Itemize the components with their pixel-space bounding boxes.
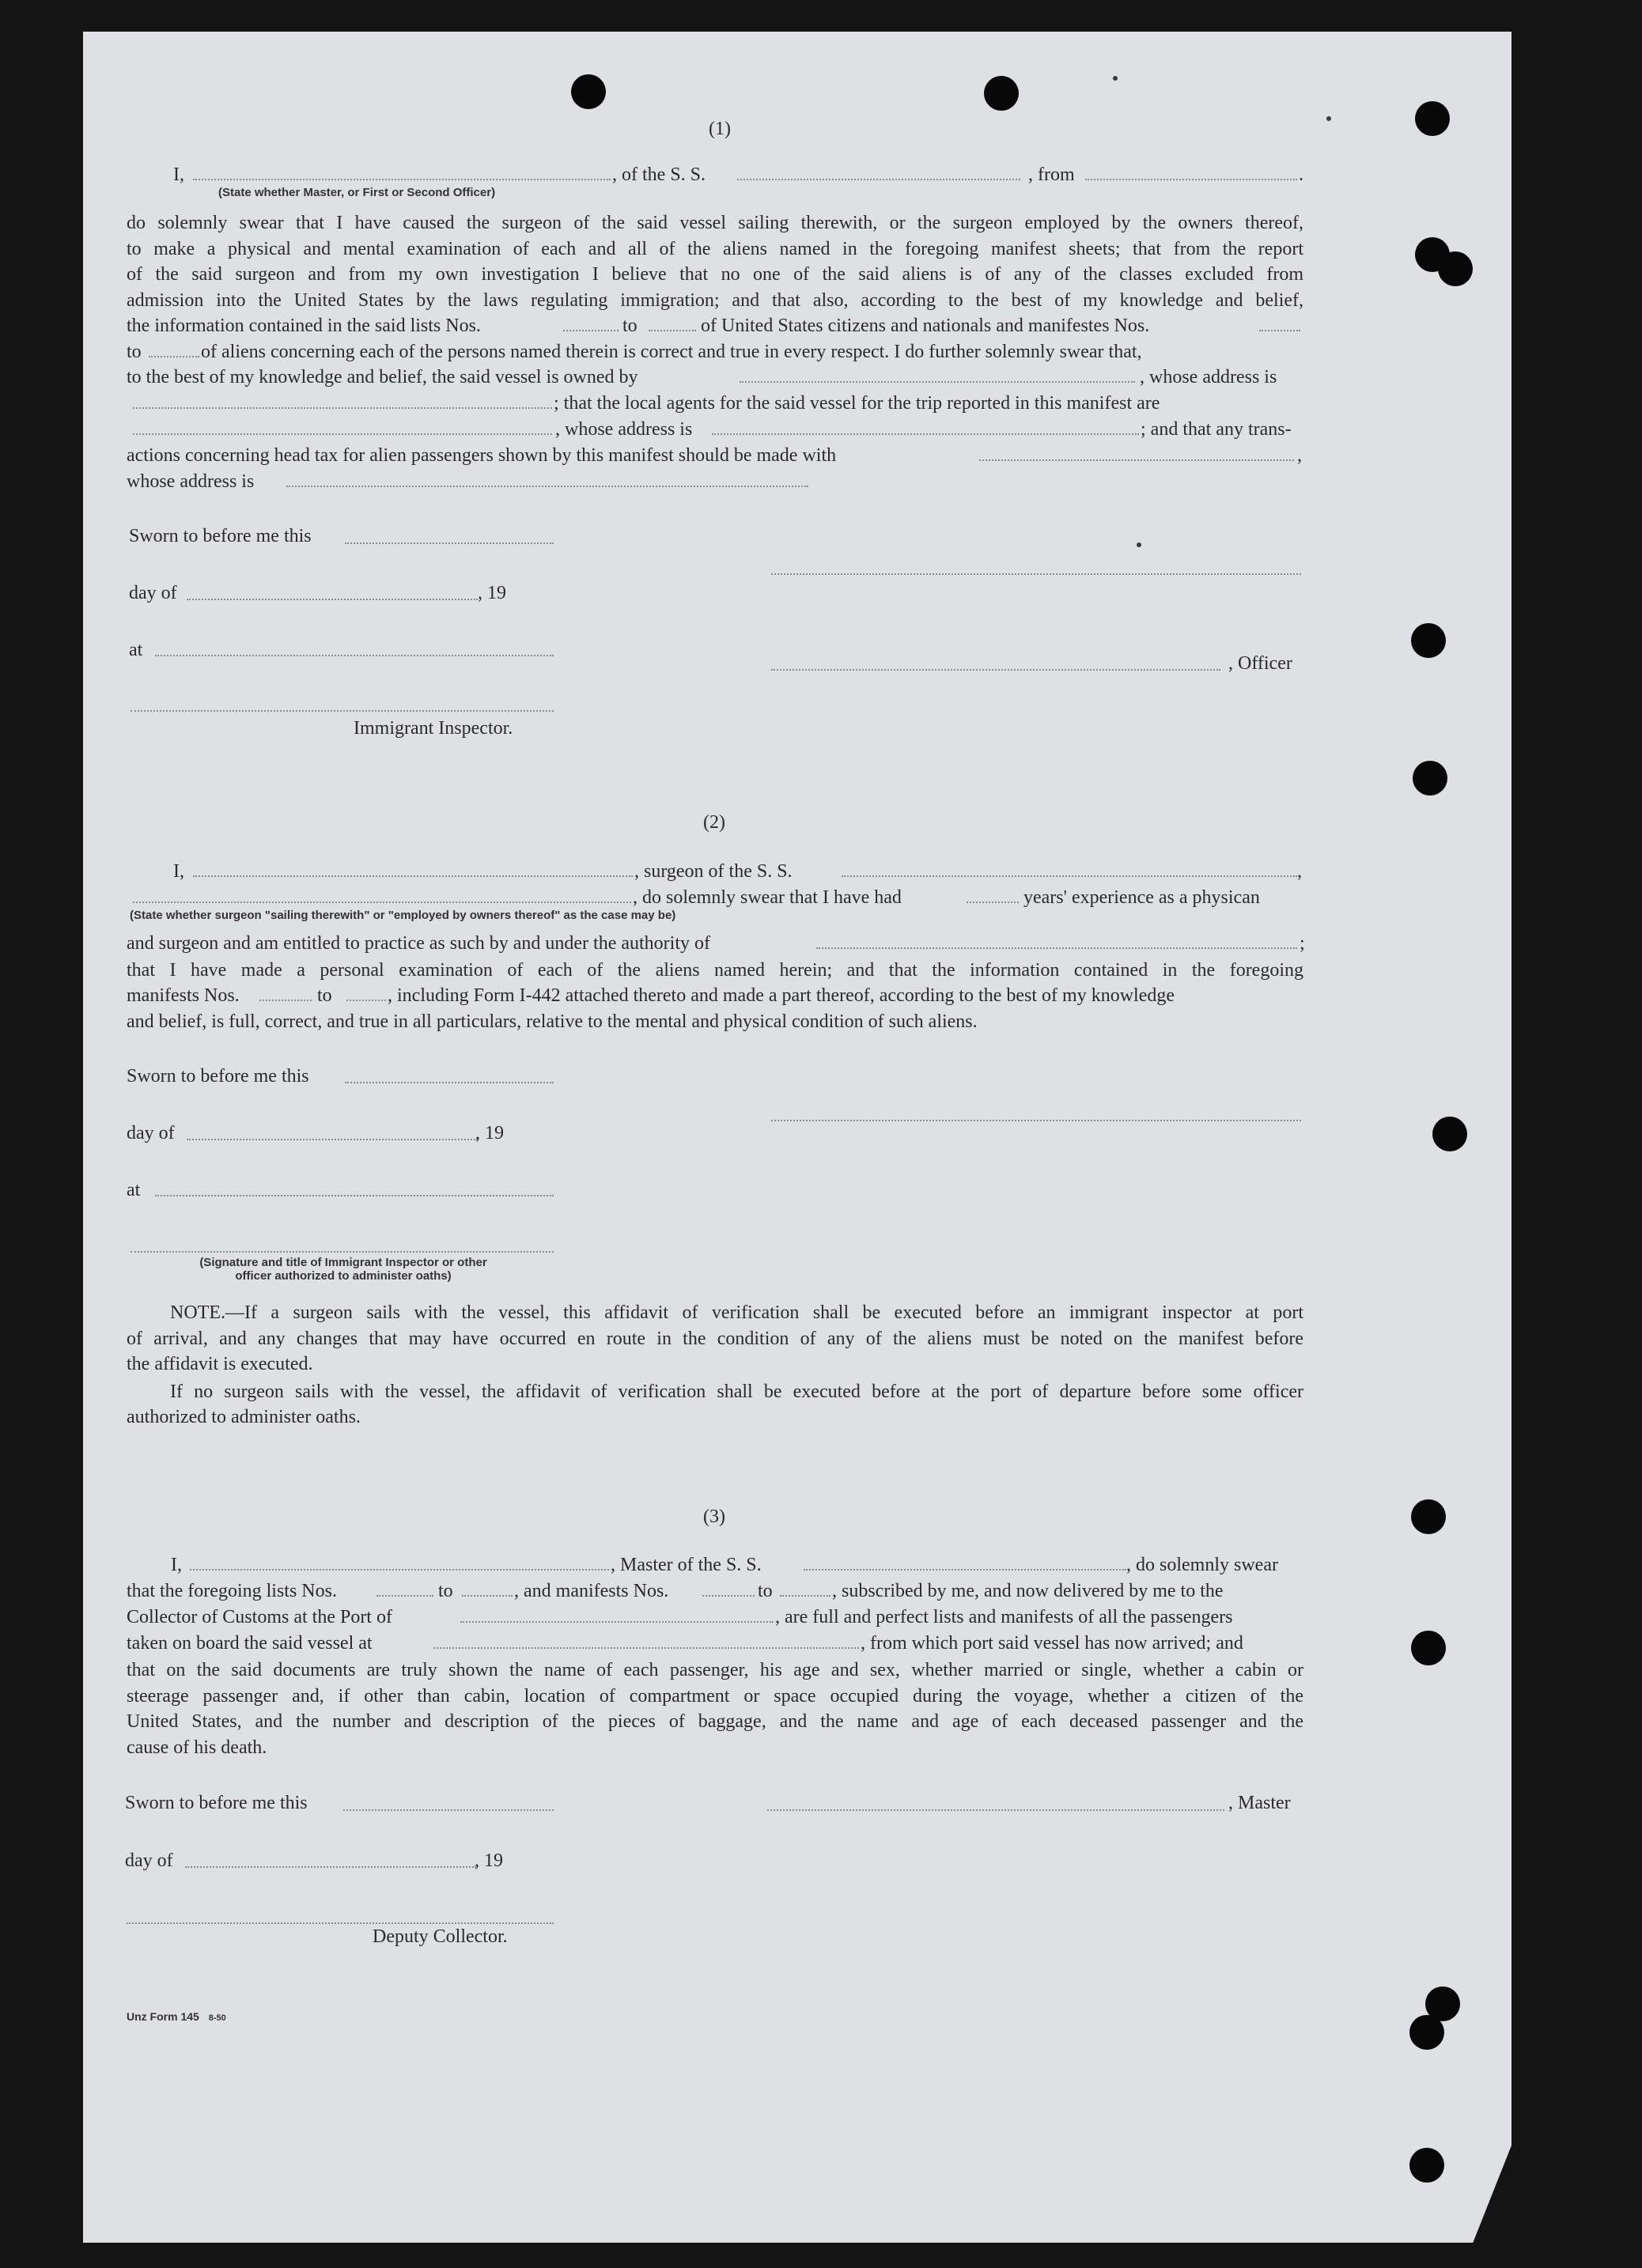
at-label: at: [127, 1180, 141, 1200]
section-3-paragraph: [127, 1658, 1303, 1760]
note-line: of arrival, and any changes that may have occurred en route in the condition of any of the aliens must be noted on the manifest before: [127, 1328, 1303, 1349]
officer-name-field[interactable]: [193, 179, 611, 180]
comma: ,: [1297, 861, 1302, 882]
at-label: at: [129, 640, 143, 660]
punch-hole: [1411, 623, 1446, 658]
sworn-label: Sworn to before me this: [129, 526, 312, 546]
text-line: United States, and the number and description of the pieces of baggage, and the name and age of each deceased passenger and the: [127, 1711, 1303, 1732]
manifests-to-field[interactable]: [346, 1000, 386, 1001]
note-line: the affidavit is executed.: [127, 1354, 313, 1374]
collector-port-label: Collector of Customs at the Port of: [127, 1607, 392, 1627]
form-print-code: 8-50: [208, 2013, 226, 2023]
owned-by-label: to the best of my knowledge and belief, the said vessel is owned by: [127, 367, 638, 387]
year-label: , 19: [478, 583, 506, 603]
section-2-number: (2): [703, 812, 725, 833]
lists-to-field[interactable]: [649, 330, 696, 331]
taken-on-board-label: taken on board the said vessel at: [127, 1633, 373, 1654]
to-label: to: [758, 1581, 773, 1601]
sworn-month-field[interactable]: [187, 1139, 478, 1140]
note-paragraph: [127, 1300, 1303, 1431]
do-solemnly-label: , do solemnly swear that I have had: [633, 887, 902, 908]
punch-hole: [1413, 761, 1447, 796]
text-line: cause of his death.: [127, 1737, 267, 1758]
from-which-port-label: , from which port said vessel has now arrived; and: [861, 1633, 1243, 1654]
head-tax-label: actions concerning head tax for alien passengers shown by this manifest should be made with: [127, 445, 837, 466]
note-line: NOTE.—If a surgeon sails with the vessel, this affidavit of verification shall be executed before an immigrant inspector at port: [170, 1302, 1303, 1323]
ship-name-field[interactable]: [737, 179, 1020, 180]
from-label: , from: [1028, 164, 1075, 185]
punch-hole: [1438, 251, 1473, 286]
port-field[interactable]: [460, 1621, 774, 1623]
section-1-paragraph: [127, 210, 1303, 313]
head-tax-party-field[interactable]: [979, 459, 1294, 461]
sworn-month-field[interactable]: [187, 599, 478, 600]
including-form-label: , including Form I-442 attached thereto and made a part thereof, according to the best of my knowledge: [388, 985, 1175, 1006]
punch-hole: [1409, 2015, 1444, 2050]
deputy-signature-line[interactable]: [127, 1922, 554, 1924]
punch-hole: [571, 74, 606, 109]
from-port-field[interactable]: [1085, 179, 1297, 180]
text-line: steerage passenger and, if other than cabin, location of compartment or space occupied during the voyage, whether a citizen of the: [127, 1685, 1303, 1707]
sworn-month-field[interactable]: [185, 1866, 476, 1868]
text-line: to make a physical and mental examination of each and all of the aliens named in the foregoing manifest sheets; that from the report: [127, 238, 1303, 259]
sworn-place-field[interactable]: [155, 655, 554, 656]
to-label: to: [622, 316, 638, 336]
surgeon-status-caption: (State whether surgeon "sailing therewith" or "employed by owners thereof" as the case may be): [130, 909, 676, 922]
punch-hole: [1415, 101, 1450, 136]
to-label: to: [317, 985, 332, 1006]
master-of-ss-label: , Master of the S. S.: [611, 1555, 762, 1575]
deputy-collector-label: Deputy Collector.: [373, 1926, 508, 1947]
master-signature-line[interactable]: [767, 1809, 1224, 1811]
lists-nos-label: the information contained in the said lists Nos.: [127, 316, 481, 336]
owner-field[interactable]: [740, 381, 1135, 383]
local-agents-label: ; that the local agents for the said vessel for the trip reported in this manifest are: [554, 393, 1160, 414]
local-agents-field[interactable]: [133, 433, 552, 435]
manifests-nos-label: of United States citizens and nationals and manifestes Nos.: [701, 316, 1150, 336]
sworn-day-field[interactable]: [343, 1809, 554, 1811]
text-line: that on the said documents are truly shown the name of each passenger, his age and sex, whether married or single, whether a cabin or: [127, 1660, 1303, 1680]
oath-i-label: I,: [173, 164, 184, 185]
day-of-label: day of: [127, 1123, 175, 1143]
subscribed-label: , subscribed by me, and now delivered by me to the: [832, 1581, 1224, 1601]
sworn-place-field[interactable]: [155, 1195, 554, 1196]
lists-nos-label: that the foregoing lists Nos.: [127, 1581, 337, 1601]
text-line: of aliens concerning each of the persons named therein is correct and true in every respect. I do further solemnly swear that,: [201, 342, 1142, 362]
embarkation-port-field[interactable]: [433, 1647, 859, 1649]
period: .: [1299, 164, 1303, 185]
ink-speck: [1326, 116, 1331, 121]
ship-name-field[interactable]: [804, 1569, 1126, 1571]
text-line: do solemnly swear that I have caused the surgeon of the said vessel sailing therewith, or the surgeon employed by the owners thereof,: [127, 213, 1303, 233]
day-of-label: day of: [129, 583, 177, 603]
manifests-from-field[interactable]: [259, 1000, 312, 1001]
day-of-label: day of: [125, 1850, 173, 1871]
officer-rank-caption: (State whether Master, or First or Second Officer): [218, 186, 496, 199]
note-line: authorized to administer oaths.: [127, 1407, 361, 1427]
manifests-from-field[interactable]: [1259, 330, 1300, 331]
surgeon-signature-line[interactable]: [771, 1120, 1301, 1121]
whose-address-label: , whose address is: [1140, 367, 1277, 387]
section-1-number: (1): [709, 119, 731, 139]
lists-from-field[interactable]: [376, 1595, 433, 1597]
punch-hole: [1409, 2148, 1444, 2183]
sworn-label: Sworn to before me this: [127, 1066, 309, 1087]
inspector-signature-line[interactable]: [131, 1251, 554, 1253]
immigrant-inspector-label: Immigrant Inspector.: [354, 718, 513, 739]
punch-hole: [1411, 1499, 1446, 1534]
transactions-label: ; and that any trans-: [1141, 419, 1292, 440]
years-field[interactable]: [967, 902, 1019, 903]
year-label: , 19: [475, 1123, 504, 1143]
form-number: Unz Form 145: [127, 2010, 199, 2023]
punch-hole: [1432, 1117, 1467, 1151]
ink-speck: [1113, 76, 1118, 81]
ink-speck: [1137, 542, 1141, 547]
semicolon: ;: [1300, 933, 1305, 954]
authority-label: and surgeon and am entitled to practice as such by and under the authority of: [127, 933, 710, 954]
manifests-nos-label: , and manifests Nos.: [514, 1581, 669, 1601]
manifests-nos-label: manifests Nos.: [127, 985, 240, 1006]
oath-i-label: I,: [171, 1555, 182, 1575]
lists-from-field[interactable]: [563, 330, 619, 331]
text-line: and belief, is full, correct, and true in all particulars, relative to the mental and physical condition of such aliens.: [127, 1011, 978, 1032]
manifests-from-field[interactable]: [702, 1595, 755, 1597]
years-experience-label: years' experience as a physican: [1023, 887, 1260, 908]
year-label: , 19: [475, 1850, 503, 1871]
officer-label: , Officer: [1228, 653, 1292, 674]
signature-caption: (Signature and title of Immigrant Inspector or other officer authorized to administer oaths): [199, 1256, 487, 1283]
officer-title-field[interactable]: [771, 669, 1220, 671]
text-line: that I have made a personal examination of each of the aliens named herein; and that the information contained in the foregoing: [127, 960, 1303, 981]
do-solemnly-label: , do solemnly swear: [1126, 1555, 1278, 1575]
lists-to-field[interactable]: [462, 1595, 513, 1597]
section-3-number: (3): [703, 1506, 725, 1527]
text-line: admission into the United States by the laws regulating immigration; and that also, according to the best of my knowledge and belief,: [127, 289, 1303, 311]
surgeon-of-ss-label: , surgeon of the S. S.: [634, 861, 793, 882]
authority-field[interactable]: [816, 947, 1297, 949]
sworn-day-field[interactable]: [345, 1082, 554, 1083]
master-label: , Master: [1228, 1793, 1291, 1813]
note-line: If no surgeon sails with the vessel, the affidavit of verification shall be executed before at the port of departure before some officer: [170, 1381, 1303, 1402]
full-lists-label: , are full and perfect lists and manifests of all the passengers: [775, 1607, 1233, 1627]
manifests-to-field[interactable]: [780, 1595, 830, 1597]
section-2-paragraph: [127, 958, 1303, 984]
surgeon-status-field[interactable]: [133, 902, 631, 903]
punch-hole: [1411, 1631, 1446, 1665]
of-ss-label: , of the S. S.: [612, 164, 706, 185]
manifests-to-field[interactable]: [149, 356, 199, 357]
officer-signature-line[interactable]: [771, 573, 1301, 575]
owner-address-field[interactable]: [133, 407, 552, 409]
punch-hole: [984, 76, 1019, 111]
form-id: [127, 2010, 226, 2025]
agents-address-field[interactable]: [712, 433, 1139, 435]
whose-address-label: whose address is: [127, 471, 255, 492]
sworn-day-field[interactable]: [345, 542, 554, 544]
surgeon-name-field[interactable]: [193, 875, 633, 877]
to-label: to: [438, 1581, 453, 1601]
sworn-label: Sworn to before me this: [125, 1793, 308, 1813]
text-line: of the said surgeon and from my own investigation I believe that no one of the said aliens is of any of the classes excluded from: [127, 264, 1303, 285]
comma: ,: [1297, 445, 1302, 466]
oath-i-label: I,: [173, 861, 184, 882]
inspector-signature-line[interactable]: [131, 710, 554, 712]
whose-address-label: , whose address is: [555, 419, 693, 440]
head-tax-address-field[interactable]: [286, 486, 808, 487]
master-name-field[interactable]: [190, 1569, 609, 1571]
to-label: to: [127, 342, 142, 362]
ship-name-field[interactable]: [842, 875, 1297, 877]
